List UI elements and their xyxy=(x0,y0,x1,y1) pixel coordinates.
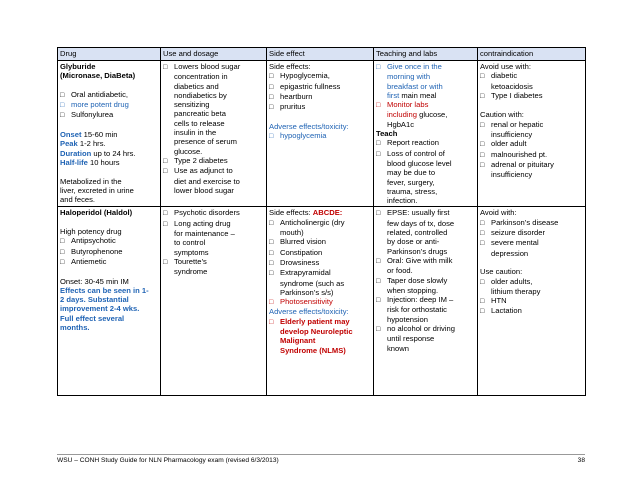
list-item: □ Butyrophenone xyxy=(60,247,158,257)
drug-name: Glyburide xyxy=(60,62,96,71)
list-item: □ Extrapyramidal xyxy=(269,268,371,278)
list-item: □ Loss of control of xyxy=(376,149,475,159)
contraindication-cell: Avoid with: □ Parkinson’s disease □ seizure disorder □ severe mental depression Use caution: □ older adults, lithium therapy □ HTN □ Lactation xyxy=(478,207,586,396)
avoid-title: Avoid with: xyxy=(480,208,517,218)
list-item: □ Monitor labs xyxy=(376,100,475,110)
caution-title: Caution with: xyxy=(480,110,524,120)
table-row xyxy=(58,207,586,396)
potency-text: High potency drug xyxy=(60,227,122,237)
list-item: □ Sulfonylurea xyxy=(60,110,158,120)
header-teaching-labs: Teaching and labs xyxy=(374,48,478,61)
list-item: □ Elderly patient may xyxy=(269,317,371,327)
metabolism-text: Metabolized in the xyxy=(60,176,122,186)
footer-text: WSU – CONH Study Guide for NLN Pharmacology exam (revised 6/3/2013) xyxy=(57,457,279,464)
effects-text: 2 days. Substantial xyxy=(60,295,129,305)
list-item: □ severe mental xyxy=(480,238,583,248)
contraindication-cell: Avoid use with: □ diabetic ketoacidosis □ Type I diabetes Caution with: □ renal or hepatic insufficiency □ older adult □ malnourished pt. □ adrenal or pituitary insufficiency xyxy=(478,61,586,207)
side-effects-title: Side effects: ABCDE: xyxy=(269,208,343,218)
drug-table xyxy=(57,47,586,396)
list-item: □ no alcohol or driving xyxy=(376,324,475,334)
list-item: □ adrenal or pituitary xyxy=(480,160,583,170)
list-item: □ more potent drug xyxy=(60,100,158,110)
header-contraindication: contraindication xyxy=(478,48,586,61)
list-item: □ Lactation xyxy=(480,306,583,316)
side-effect-cell xyxy=(267,61,374,207)
list-item: □ Drowsiness xyxy=(269,258,371,268)
side-effects-title: Side effects: xyxy=(269,62,311,71)
list-item: □ older adults, xyxy=(480,277,583,287)
effects-text: improvement 2-4 wks. xyxy=(60,304,140,314)
list-item: □ Photosensitivity xyxy=(269,297,371,307)
list-item: □ Anticholinergic (dry xyxy=(269,218,371,228)
list-item: □ Use as adjunct to xyxy=(163,166,264,176)
teaching-cell: □ EPSE: usually first few days of tx, dose related, controlled by dose or anti- Parkinson’s drugs □ Oral: Give with milk or food. □ Taper dose slowly when stopping. □ Injection: deep IM – risk for orthostatic hypotension □ no alcohol or driving until response known xyxy=(374,207,478,396)
list-item: □ Psychotic disorders xyxy=(163,208,264,218)
header-drug: Drug xyxy=(58,48,161,61)
list-item: □ Report reaction xyxy=(376,138,475,148)
effects-text: Full effect several xyxy=(60,313,125,323)
list-item: □ Hypoglycemia, xyxy=(269,71,371,81)
header-use-dosage: Use and dosage xyxy=(161,48,267,61)
drug-cell xyxy=(58,61,161,207)
halflife-line: Half-life 10 hours xyxy=(60,157,120,167)
list-item: □ renal or hepatic xyxy=(480,120,583,130)
use-cell: □ Psychotic disorders □ Long acting drug for maintenance – to control symptoms □ Tourette’s syndrome xyxy=(161,207,267,396)
list-item: □ heartburn xyxy=(269,92,371,102)
list-item: □ Antiemetic xyxy=(60,257,158,267)
avoid-title: Avoid use with: xyxy=(480,62,531,71)
use-cell: □ Lowers blood sugar concentration in diabetics and nondiabetics by sensitizing pancreatic beta cells to release insulin in the presence of serum glucose. □ Type 2 diabetes □ Use as adjunct to diet and exercise to lower blood sugar xyxy=(161,61,267,207)
list-item: □ Oral: Give with milk xyxy=(376,256,475,266)
drug-name: Haloperidol (Haldol) xyxy=(60,208,133,218)
caution-title: Use caution: xyxy=(480,267,523,277)
list-item: □ Taper dose slowly xyxy=(376,276,475,286)
list-item: □ diabetic xyxy=(480,71,583,81)
list-item: □ Blurred vision xyxy=(269,237,371,247)
list-item: □ Type I diabetes xyxy=(480,91,583,101)
page-footer xyxy=(57,454,585,464)
list-item: □ HTN xyxy=(480,296,583,306)
list-item: □ Lowers blood sugar xyxy=(163,62,264,72)
adverse-effects-title: Adverse effects/toxicity: xyxy=(269,307,349,317)
onset-line: Onset 15-60 min xyxy=(60,130,118,140)
list-item: □ epigastric fullness xyxy=(269,82,371,92)
page-number: 38 xyxy=(577,457,585,464)
list-item: □ pruritus xyxy=(269,102,371,112)
list-item: □ Long acting drug xyxy=(163,219,264,229)
effects-text: months. xyxy=(60,323,90,333)
effects-text: Effects can be seen in 1- xyxy=(60,285,149,295)
list-item: □ Oral antidiabetic, xyxy=(60,90,158,100)
table-header-row xyxy=(58,48,586,61)
list-item: □ EPSE: usually first xyxy=(376,208,475,218)
metabolism-text: and feces. xyxy=(60,195,96,205)
duration-line: Duration up to 24 hrs. xyxy=(60,148,136,158)
list-item: □ seizure disorder xyxy=(480,228,583,238)
list-item: □ Type 2 diabetes xyxy=(163,156,264,166)
teach-title: Teach xyxy=(376,129,398,139)
list-item: □ Antipsychotic xyxy=(60,236,158,246)
header-side-effect: Side effect xyxy=(267,48,374,61)
list-item: □ hypoglycemia xyxy=(269,131,371,141)
list-item: □ Tourette’s xyxy=(163,257,264,267)
list-item: □ Give once in the xyxy=(376,62,475,72)
drug-cell xyxy=(58,207,161,396)
side-effect-cell: Side effects: ABCDE: □ Anticholinergic (dry mouth) □ Blurred vision □ Constipation □ Drowsiness □ Extrapyramidal syndrome (such as Parkinson’s s/s) □ Photosensitivity Adverse effects/toxicity: □ Elderly patient may develop Neuroleptic Malignant Syndrome (NLMS) xyxy=(267,207,374,396)
list-item: □ older adult xyxy=(480,139,583,149)
metabolism-text: liver, excreted in urine xyxy=(60,185,134,195)
teaching-cell: □ Give once in the morning with breakfast or with first main meal □ Monitor labs including glucose, HgbA1c Teach □ Report reaction □ Loss of control of blood glucose level may be due to fever, surgery, trauma, stress, infection. xyxy=(374,61,478,207)
peak-line: Peak 1-2 hrs. xyxy=(60,139,106,149)
drug-brand: (Micronase, DiaBeta) xyxy=(60,71,136,81)
adverse-effects-title: Adverse effects/toxicity: xyxy=(269,121,349,131)
table-row xyxy=(58,61,586,207)
list-item: □ malnourished pt. xyxy=(480,150,583,160)
list-item: □ Constipation xyxy=(269,248,371,258)
onset-line: Onset: 30-45 min IM xyxy=(60,276,129,286)
list-item: □ Parkinson’s disease xyxy=(480,218,583,228)
list-item: □ Injection: deep IM – xyxy=(376,295,475,305)
